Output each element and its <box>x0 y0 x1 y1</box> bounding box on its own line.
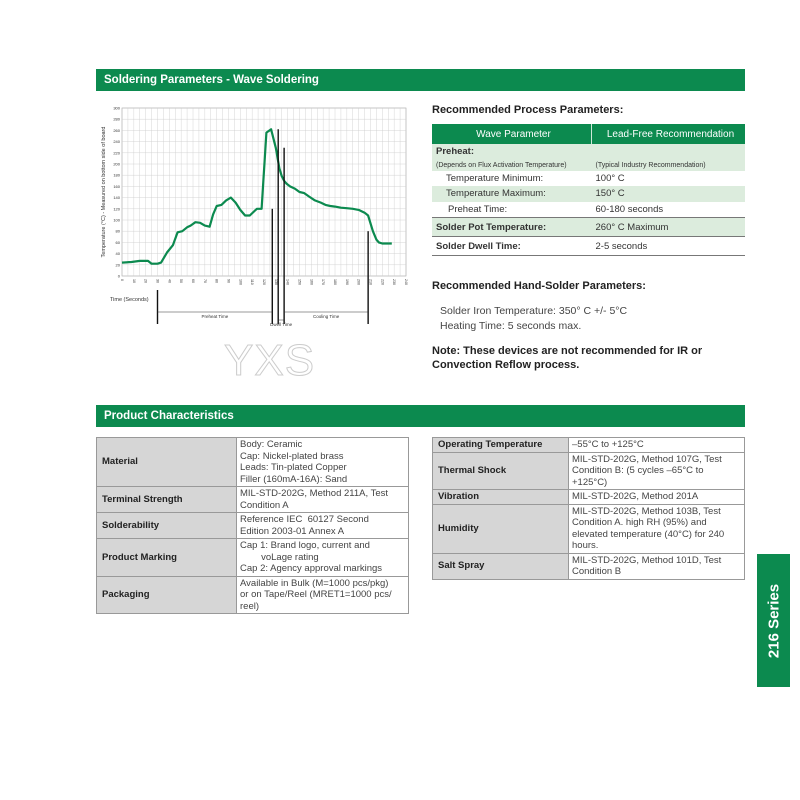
pc-right-row <box>433 553 745 579</box>
pc-right-label: Humidity <box>433 504 569 553</box>
x-tick-label: 120 <box>262 279 266 285</box>
pc-right-value <box>569 438 745 453</box>
solder-pot-label: Solder Pot Temperature: <box>432 218 592 237</box>
y-tick-label: 200 <box>113 161 120 167</box>
value-line: Body: Ceramic <box>240 439 303 450</box>
hand-solder-title: Recommended Hand-Solder Parameters: <box>432 280 646 292</box>
value-line: MIL-STD-202G, Method 107G, Test <box>572 453 722 465</box>
wave-soldering-profile-chart <box>98 100 410 327</box>
preheat-time-label: Preheat Time <box>201 314 229 319</box>
solder-iron-temperature: Solder Iron Temperature: 350° C +/- 5°C <box>440 305 628 317</box>
x-tick-label: 20 <box>143 279 148 283</box>
value-line: Reference IEC 60127 Second <box>240 514 369 525</box>
y-tick-label: 80 <box>115 228 120 234</box>
preheat-note-row <box>432 160 745 171</box>
value-line: or on Tape/Reel (MRET1=1000 pcs/ <box>240 589 392 600</box>
x-tick-label: 190 <box>344 279 349 285</box>
x-tick-label: 60 <box>191 279 195 283</box>
x-tick-label: 230 <box>392 279 397 285</box>
col-wave-parameter: Wave Parameter <box>432 124 592 144</box>
pc-right-value <box>569 490 745 505</box>
y-tick-label: 260 <box>113 127 120 133</box>
series-side-tab <box>757 554 790 687</box>
cooling-time-label: Cooling Time <box>312 314 340 319</box>
product-characteristics-right <box>432 437 745 580</box>
pc-left-value <box>237 513 409 539</box>
pc-left-row <box>97 539 409 577</box>
x-tick-label: 10 <box>131 279 136 283</box>
preheat-label: Preheat: <box>432 144 592 160</box>
product-characteristics-left <box>96 437 409 614</box>
x-tick-label: 100 <box>238 279 243 285</box>
x-tick-label: 180 <box>333 279 337 285</box>
x-tick-label: 80 <box>214 279 219 283</box>
preheat-time-value: 60-180 seconds <box>595 203 664 215</box>
temp-min-value: 100° C <box>595 172 625 184</box>
temp-max-value: 150° C <box>592 186 746 202</box>
value-line: MIL-STD-202G, Method 101D, Test <box>572 554 722 566</box>
temp-min-label: Temperature Minimum: <box>446 172 544 184</box>
solder-pot-value: 260° C Maximum <box>592 218 746 237</box>
pc-right-row <box>433 490 745 505</box>
value-line: –55°C to +125°C <box>572 439 644 450</box>
process-params-title: Recommended Process Parameters: <box>432 104 624 116</box>
x-tick-label: 200 <box>356 279 361 285</box>
x-tick-label: 70 <box>202 279 207 283</box>
value-line: Available in Bulk (M=1000 pcs/pkg) <box>240 577 389 589</box>
value-line: elevated temperature (40°C) for 240 <box>572 528 725 540</box>
pc-left-row <box>97 576 409 614</box>
y-tick-label: 0 <box>117 273 120 279</box>
pc-right-value <box>569 452 745 490</box>
x-tick-label: 240 <box>404 279 408 285</box>
pc-right-row <box>433 452 745 490</box>
pc-right-label: Vibration <box>433 490 569 505</box>
dwell-time-row <box>432 237 745 256</box>
value-line: MIL-STD-202G, Method 103B, Test <box>572 505 721 517</box>
col-lead-free-recommendation: Lead-Free Recommendation <box>592 124 746 144</box>
reflow-note: Note: These devices are not recommended for IR or Convection Reflow process. <box>432 345 703 371</box>
process-params-header-row <box>432 124 745 144</box>
dwell-time-label: Dwell Time <box>270 322 293 327</box>
pc-left-value <box>237 539 409 577</box>
dwell-time-value: 2-5 seconds <box>592 237 746 256</box>
soldering-section-header: Soldering Parameters - Wave Soldering <box>96 69 745 91</box>
preheat-time-row <box>432 202 745 218</box>
x-tick-label: 150 <box>297 279 302 285</box>
y-tick-label: 280 <box>113 116 120 122</box>
pc-left-value <box>237 576 409 614</box>
value-line: MIL-STD-202G, Method 201A <box>572 491 699 502</box>
x-tick-label: 140 <box>285 279 290 285</box>
value-line: Edition 2003-01 Annex A <box>240 525 345 537</box>
y-tick-label: 220 <box>113 150 120 156</box>
temp-max-row <box>432 186 745 202</box>
value-line: Condition A <box>240 499 289 511</box>
series-tab-label: 216 Series <box>765 583 782 658</box>
value-line: Cap: Nickel-plated brass <box>240 450 344 462</box>
pc-right-value <box>569 504 745 553</box>
y-tick-label: 120 <box>113 206 120 212</box>
value-line: Leads: Tin-plated Copper <box>240 462 347 473</box>
pc-left-row <box>97 438 409 487</box>
y-tick-label: 40 <box>115 251 120 257</box>
value-line: Cap 1: Brand logo, current and <box>240 540 370 551</box>
dwell-time-label: Solder Dwell Time: <box>432 237 592 256</box>
y-tick-label: 60 <box>115 239 120 245</box>
temp-max-label: Temperature Maximum: <box>432 186 592 202</box>
watermark: YXS <box>224 336 316 385</box>
value-line: Cap 2: Agency approval markings <box>240 563 383 574</box>
y-tick-label: 300 <box>113 105 120 111</box>
x-tick-label: 90 <box>226 279 231 283</box>
value-line: MIL-STD-202G, Method 211A, Test <box>240 488 389 499</box>
pc-right-value <box>569 553 745 579</box>
pc-left-value <box>237 487 409 513</box>
preheat-row <box>432 144 745 160</box>
pc-left-label: Material <box>97 438 237 487</box>
pc-right-label: Salt Spray <box>433 553 569 579</box>
y-tick-label: 240 <box>113 139 120 145</box>
preheat-time-label: Preheat Time: <box>448 203 508 215</box>
value-line: +125°C) <box>572 476 608 488</box>
value-line: hours. <box>572 540 599 551</box>
y-axis-label: Temperature (°C) - Measured on bottom side of board <box>101 126 107 258</box>
y-tick-label: 100 <box>113 217 120 223</box>
preheat-note: (Depends on Flux Activation Temperature) <box>432 160 592 171</box>
pc-right-label: Operating Temperature <box>433 438 569 453</box>
x-tick-label: 0 <box>120 279 124 281</box>
pc-right-row <box>433 504 745 553</box>
solder-pot-row <box>432 218 745 237</box>
x-tick-label: 170 <box>321 279 326 285</box>
y-tick-label: 180 <box>113 172 120 178</box>
x-axis-label: Time (Seconds) <box>110 297 149 303</box>
x-tick-label: 160 <box>309 279 314 285</box>
value-line: Condition B: (5 cycles –65°C to <box>572 465 704 476</box>
heating-time: Heating Time: 5 seconds max. <box>440 320 582 332</box>
pc-left-label: Product Marking <box>97 539 237 577</box>
y-tick-label: 140 <box>113 195 120 201</box>
preheat-note-2: (Typical Industry Recommendation) <box>592 160 746 171</box>
pc-left-value <box>237 438 409 487</box>
x-tick-label: 130 <box>273 279 278 285</box>
x-tick-label: 210 <box>368 279 373 285</box>
pc-left-label: Terminal Strength <box>97 487 237 513</box>
pc-right-row <box>433 438 745 453</box>
x-tick-label: 220 <box>380 279 385 285</box>
x-tick-label: 50 <box>179 279 184 283</box>
pc-right-label: Thermal Shock <box>433 452 569 490</box>
pc-left-row <box>97 487 409 513</box>
value-line: voLage rating <box>240 551 319 563</box>
x-tick-label: 110 <box>250 279 255 285</box>
value-line: reel) <box>240 600 260 612</box>
temp-min-row <box>432 171 745 187</box>
y-tick-label: 160 <box>113 183 120 189</box>
value-line: Condition B <box>572 566 622 577</box>
x-tick-label: 30 <box>155 279 160 283</box>
value-line: Condition A. high RH (95%) and <box>572 517 707 528</box>
pc-left-row <box>97 513 409 539</box>
y-tick-label: 20 <box>115 262 120 268</box>
pc-left-label: Packaging <box>97 576 237 614</box>
process-params-table <box>432 124 745 256</box>
value-line: Filler (160mA-16A): Sand <box>240 473 348 485</box>
product-section-header: Product Characteristics <box>96 405 745 427</box>
pc-left-label: Solderability <box>97 513 237 539</box>
x-tick-label: 40 <box>167 279 172 283</box>
